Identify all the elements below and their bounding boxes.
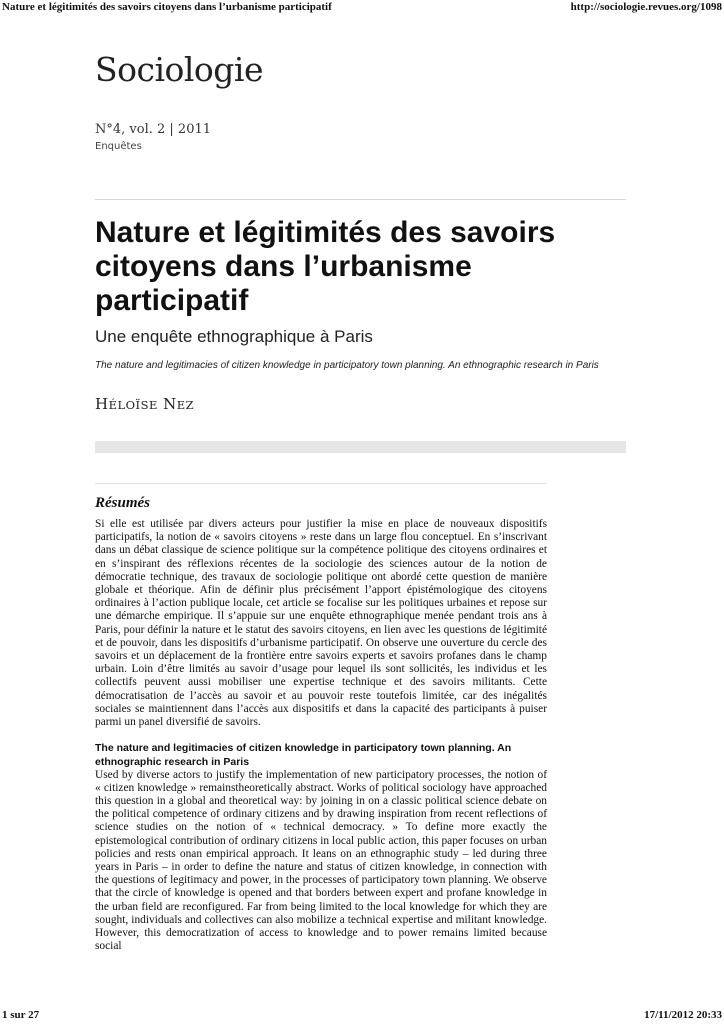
grey-separator-bar (95, 441, 626, 453)
journal-title[interactable]: Sociologie (95, 50, 264, 89)
rubric-label[interactable]: Enquêtes (95, 141, 142, 152)
page-content (95, 40, 626, 953)
print-header-title: Nature et légitimités des savoirs citoyens dans l’urbanisme participatif (2, 1, 332, 13)
article-subtitle: Une enquête ethnographique à Paris (95, 327, 373, 346)
article-title: Nature et légitimités des savoirs citoyens dans l’urbanisme participatif (95, 216, 556, 317)
author-first-rest: ÉLOÏSE (108, 398, 158, 412)
page-counter: 1 sur 27 (2, 1009, 40, 1021)
abstracts-heading: Résumés (95, 495, 151, 511)
print-footer (0, 1008, 724, 1024)
author-name[interactable] (95, 395, 626, 413)
abstract-divider (95, 483, 547, 484)
abstract-fr-text: Si elle est utilisée par divers acteurs pour justifier la mise en place de nouveaux dispositifs participatifs, la notion de « savoirs citoyens » reste dans un large flou conceptuel. En s’inscrivant dans un débat classique de science politique sur la compétence politique des citoyens ordinaires et en s’inspirant des réflexions récentes de la sociologie des sciences autour de la notion de démocratie technique, des travaux de sociologie politique ont abordé cette question de manière globale et théorique. Afin de définir plus précisément l’apport épistémologique des citoyens ordinaires à l’action publique locale, cet article se focalise sur les politiques urbaines et repose sur une démarche empirique. Il s’appuie sur une enquête ethnographique menée pendant trois ans à Paris, pour définir la nature et le statut des savoirs citoyens, en lien avec les questions de légitimité et de pouvoir, dans les dispositifs d’urbanisme participatif. On observe une ouverture du cercle des savoirs et un déplacement de la frontière entre savoirs experts et savoirs profanes dans le champ urbain. Loin d’être limités au savoir d’usage pour lequel ils sont sollicités, les individus et les collectifs peuvent aussi mobiliser une expertise technique et des savoirs militants. Cette démocratisation de l’accès au savoir et au pouvoir reste toutefois limitée, car des inégalités sociales se maintiennent dans l’accès aux dispositifs et dans la capacité des participants à puiser parmi un panel diversifié de savoirs. (95, 518, 547, 729)
print-timestamp: 17/11/2012 20:33 (644, 1009, 722, 1021)
author-initial-last: N (163, 395, 177, 413)
author-initial-first: H (95, 395, 109, 413)
author-last-rest: EZ (176, 398, 195, 412)
issue-info[interactable]: N°4, vol. 2 | 2011 (95, 122, 212, 137)
abstract-en-text: Used by diverse actors to justify the implementation of new participatory processes, the notion of « citizen knowledge » remainstheoretically abstract. Works of political sociology have approached this question in a global and theoretical way: by joining in on a classic political science debate on the political competence of ordinary citizens and by drawing inspiration from recent reflections of science studies on the notion of « technical democracy. » To define more exactly the epistemological contribution of ordinary citizens in local public action, this paper focuses on urban policies and rests onan empirical approach. It leans on an ethnographic study – led during three years in Paris – in order to define the nature and status of citizen knowledge, in connection with the questions of legitimacy and power, in the processes of participatory town planning. We observe that the circle of knowledge is opened and that borders between expert and profane knowledge in the urban field are reconfigured. Far from being limited to the local knowledge for which they are sought, individuals and collectives can also mobilize a technical expertise and militant knowledge. However, this democratization of access to knowledge and to power remains limited because social (95, 768, 547, 953)
abstract-en-heading: The nature and legitimacies of citizen knowledge in participatory town planning. An ethnographic research in Paris (95, 741, 512, 768)
print-header-url: http://sociologie.revues.org/1098 (570, 1, 722, 13)
print-header (0, 0, 724, 14)
abstracts-section (95, 494, 547, 953)
header-divider (95, 199, 626, 200)
english-title: The nature and legitimacies of citizen knowledge in participatory town planning. An ethnographic research in Paris (95, 360, 599, 371)
